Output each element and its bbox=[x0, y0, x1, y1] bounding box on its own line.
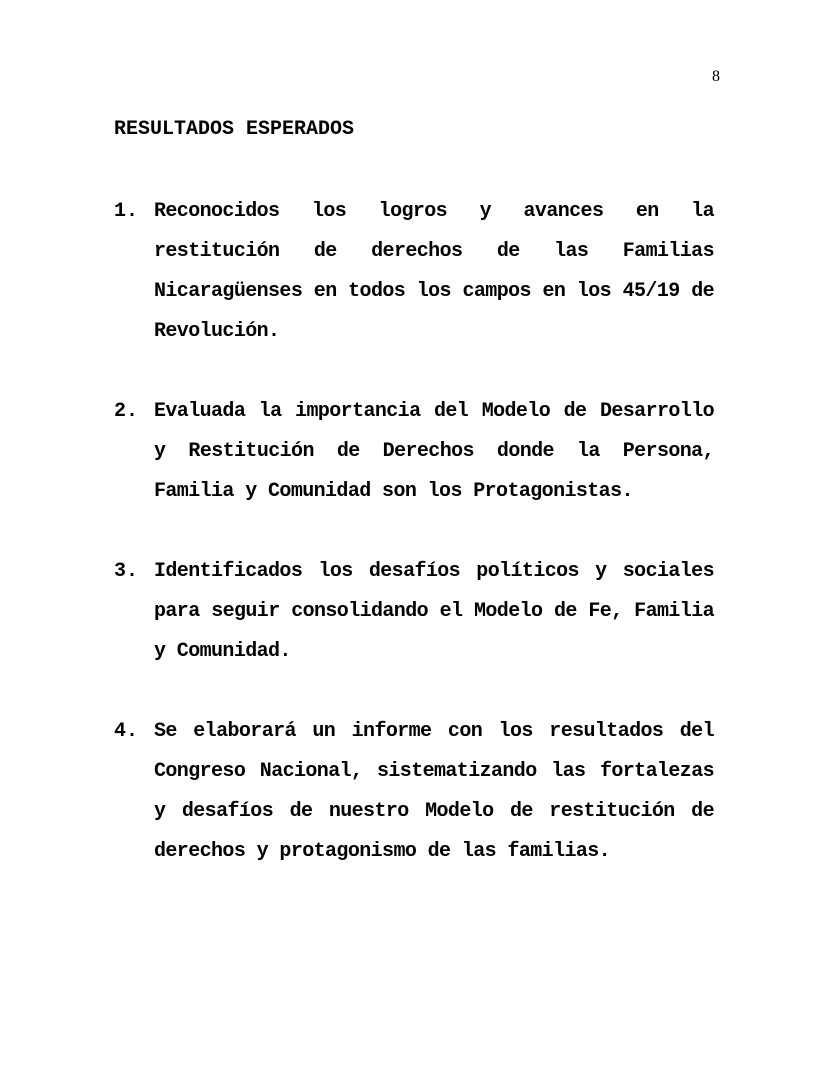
list-item bbox=[114, 552, 714, 672]
list-item bbox=[114, 392, 714, 512]
item-text: Se elaborará un informe con los resultados del Congreso Nacional, sistematizando las fortalezas y desafíos de nuestro Modelo de restitución de derechos y protagonismo de las familias. bbox=[154, 720, 714, 863]
item-text: Reconocidos los logros y avances en la restitución de derechos de las Familias Nicaragüenses en todos los campos en los 45/19 de Revolución. bbox=[154, 200, 714, 343]
section-heading: RESULTADOS ESPERADOS bbox=[114, 118, 355, 141]
page-number: 8 bbox=[712, 68, 720, 85]
expected-results-list bbox=[114, 192, 714, 912]
item-text: Identificados los desafíos políticos y sociales para seguir consolidando el Modelo de Fe, Familia y Comunidad. bbox=[154, 560, 714, 663]
item-number: 1. bbox=[114, 200, 139, 223]
item-number: 2. bbox=[114, 400, 139, 423]
list-item bbox=[114, 192, 714, 352]
item-number: 4. bbox=[114, 720, 139, 743]
item-text: Evaluada la importancia del Modelo de Desarrollo y Restitución de Derechos donde la Persona, Familia y Comunidad son los Protagonistas. bbox=[154, 400, 714, 503]
list-item bbox=[114, 712, 714, 872]
item-number: 3. bbox=[114, 560, 139, 583]
